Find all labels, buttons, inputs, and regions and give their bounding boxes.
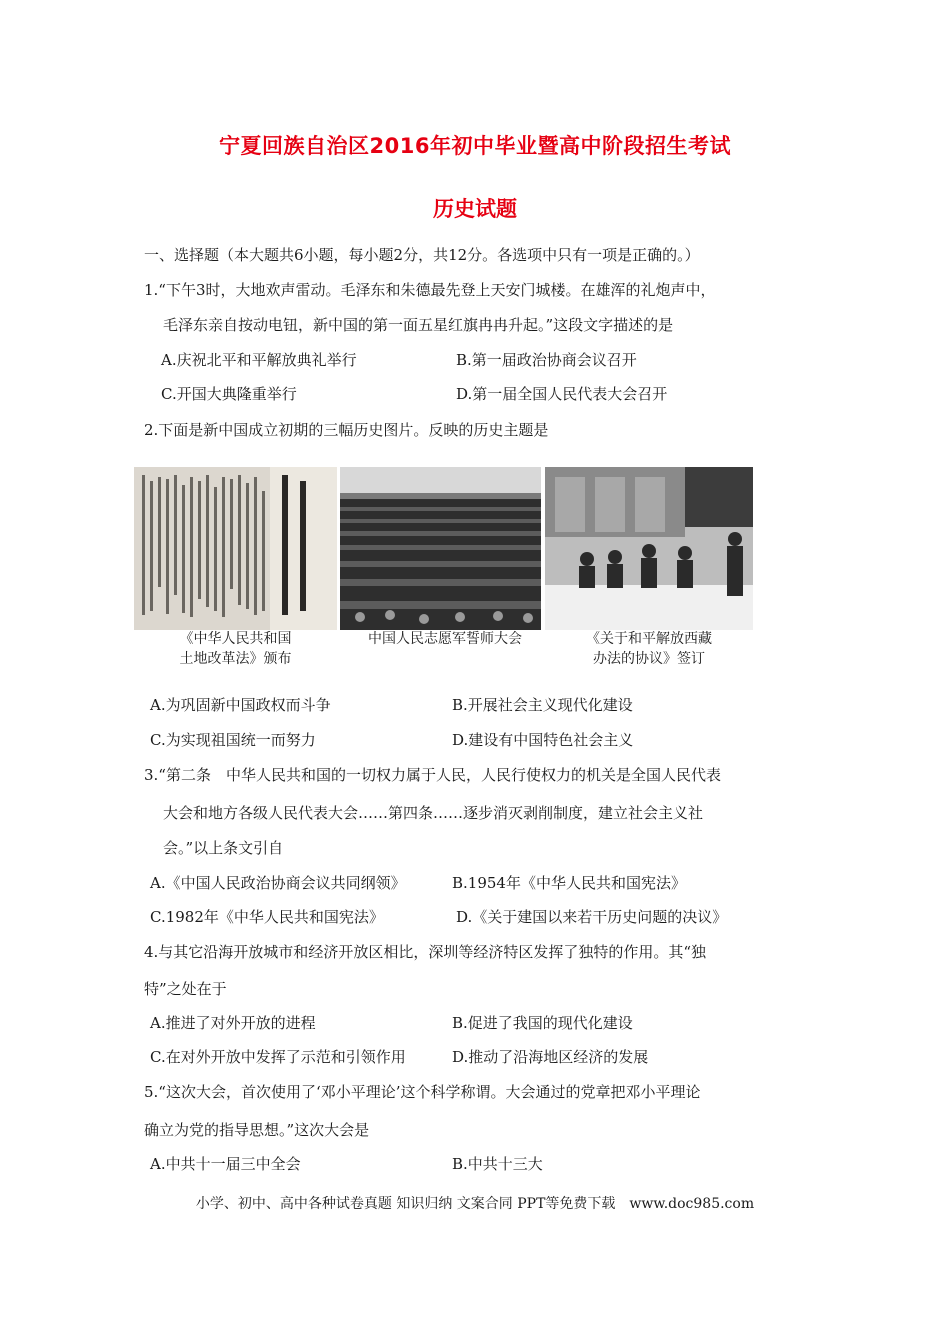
image-caption: 中国人民志愿军誓师大会 xyxy=(368,631,522,647)
option-a[interactable]: A.中共十一届三中全会 xyxy=(150,1155,301,1173)
question-stem-line: 特”之处在于 xyxy=(144,980,227,998)
option-a[interactable]: A.庆祝北平和平解放典礼举行 xyxy=(161,351,357,369)
option-c[interactable]: C.在对外开放中发挥了示范和引领作用 xyxy=(150,1048,406,1066)
army-rally-photo xyxy=(340,467,541,630)
question-stem-line: 5.“这次大会，首次使用了‘邓小平理论’这个科学称谓。大会通过的党章把邓小平理论 xyxy=(144,1083,701,1101)
option-d[interactable]: D.推动了沿海地区经济的发展 xyxy=(452,1048,649,1066)
option-d[interactable]: D.建设有中国特色社会主义 xyxy=(452,731,634,749)
image-caption: 《中华人民共和国 土地改革法》颁布 xyxy=(179,631,292,667)
question-stem-line: 大会和地方各级人民代表大会……第四条……逐步消灭剥削制度，建立社会主义社 xyxy=(163,804,704,822)
question-stem-line: 4.与其它沿海开放城市和经济开放区相比，深圳等经济特区发挥了独特的作用。其“独 xyxy=(144,943,706,961)
footer-banner: 小学、初中、高中各种试卷真题 知识归纳 文案合同 PPT等免费下载 www.doc985.com xyxy=(195,1196,755,1212)
page-title: 宁夏回族自治区2016年初中毕业暨高中阶段招生考试 xyxy=(219,134,731,158)
option-c[interactable]: C.1982年《中华人民共和国宪法》 xyxy=(150,908,384,926)
question-stem-line: 会。”以上条文引自 xyxy=(163,839,284,857)
option-b[interactable]: B.促进了我国的现代化建设 xyxy=(452,1014,633,1032)
option-b[interactable]: B.开展社会主义现代化建设 xyxy=(452,696,633,714)
question-stem-line: 确立为党的指导思想。”这次大会是 xyxy=(144,1121,370,1139)
option-b[interactable]: B.第一届政治协商会议召开 xyxy=(456,351,637,369)
image-caption: 《关于和平解放西藏 办法的协议》签订 xyxy=(586,631,712,667)
option-b[interactable]: B.中共十三大 xyxy=(452,1155,543,1173)
question-stem-line: 1.“下午3时，大地欢声雷动。毛泽东和朱德最先登上天安门城楼。在雄浑的礼炮声中， xyxy=(144,281,716,299)
option-d[interactable]: D.《关于建国以来若干历史问题的决议》 xyxy=(456,908,728,926)
option-a[interactable]: A.《中国人民政治协商会议共同纲领》 xyxy=(150,874,406,892)
page-subtitle: 历史试题 xyxy=(433,197,517,221)
newspaper-photo xyxy=(134,467,337,630)
option-c[interactable]: C.开国大典隆重举行 xyxy=(161,385,297,403)
option-c[interactable]: C.为实现祖国统一而努力 xyxy=(150,731,316,749)
section-heading: 一、选择题（本大题共6小题，每小题2分，共12分。各选项中只有一项是正确的。） xyxy=(144,246,700,264)
option-b[interactable]: B.1954年《中华人民共和国宪法》 xyxy=(452,874,686,892)
option-a[interactable]: A.推进了对外开放的进程 xyxy=(150,1014,316,1032)
question-stem-line: 3.“第二条 中华人民共和国的一切权力属于人民，人民行使权力的机关是全国人民代表 xyxy=(144,766,721,784)
option-a[interactable]: A.为巩固新中国政权而斗争 xyxy=(150,696,331,714)
signing-ceremony-photo xyxy=(545,467,753,630)
option-d[interactable]: D.第一届全国人民代表大会召开 xyxy=(456,385,668,403)
question-stem-line: 2.下面是新中国成立初期的三幅历史图片。反映的历史主题是 xyxy=(144,421,549,439)
question-stem-line: 毛泽东亲自按动电钮，新中国的第一面五星红旗冉冉升起。”这段文字描述的是 xyxy=(163,316,674,334)
